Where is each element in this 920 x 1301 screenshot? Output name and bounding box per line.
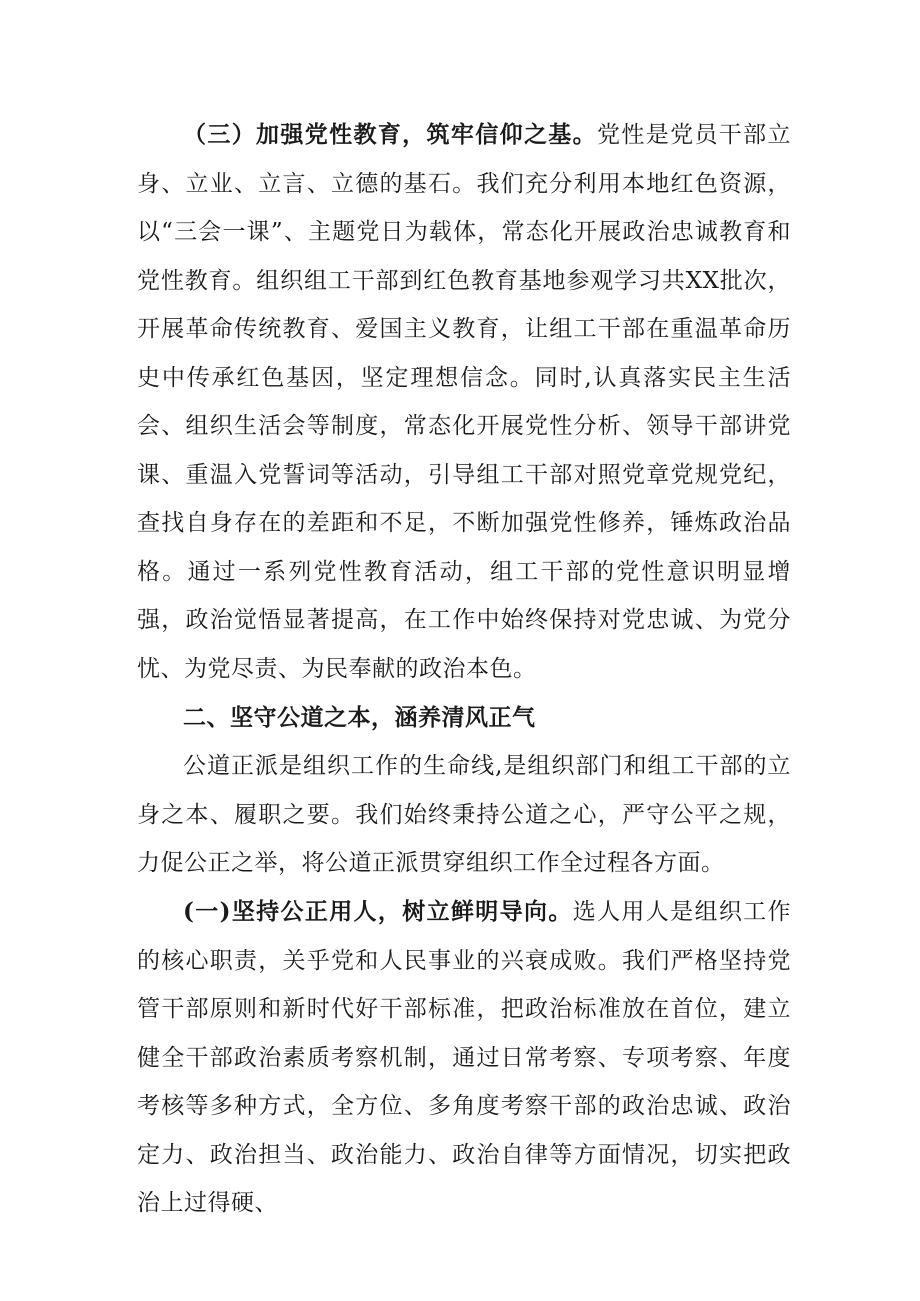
paragraph-lead-heading: （三）加强党性教育，筑牢信仰之基。 [183, 121, 598, 148]
section-heading-2 [137, 694, 791, 743]
section-heading-text: 二、坚守公道之本，涵养清风正气 [183, 704, 536, 731]
paragraph-fair-appointment [137, 888, 791, 1228]
paragraph-body: 党性是党员干部立身、立业、立言、立德的基石。我们充分利用本地红色资源，以“三会一课”、主题党日为载体，常态化开展政治忠诚教育和党性教育。组织组工干部到红色教育基地参观学习共XX批次，开展革命传统教育、爱国主义教育，让组工干部在重温革命历史中传承红色基因，坚定理想信念。同时,认真落实民主生活会、组织生活会等制度，常态化开展党性分析、领导干部讲党课、重温入党誓词等活动，引导组工干部对照党章党规党纪，查找自身存在的差距和不足，不断加强党性修养，锤炼政治品格。通过一系列党性教育活动，组工干部的党性意识明显增强，政治觉悟显著提高，在工作中始终保持对党忠诚、为党分忧、为党尽责、为民奉献的政治本色。 [137, 122, 792, 682]
paragraph-body: 选人用人是组织工作的核心职责，关乎党和人民事业的兴衰成败。我们严格坚持党管干部原则和新时代好干部标准，把政治标准放在首位，建立健全干部政治素质考察机制，通过日常考察、专项考察、年度考核等多种方式，全方位、多角度考察干部的政治忠诚、政治定力、政治担当、政治能力、政治自律等方面情况，切实把政治上过得硬、 [137, 899, 792, 1216]
paragraph-lead-heading: (一)坚持公正用人，树立鲜明导向。 [183, 898, 573, 925]
paragraph-text [137, 888, 791, 1228]
paragraph-fairness-intro [137, 742, 791, 888]
paragraph-body: 公道正派是组织工作的生命线,是组织部门和组工干部的立身之本、履职之要。我们始终秉持公道之心，严守公平之规，力促公正之举，将公道正派贯穿组织工作全过程各方面。 [137, 753, 791, 876]
paragraph-party-education [137, 111, 791, 693]
paragraph-text [137, 111, 791, 693]
